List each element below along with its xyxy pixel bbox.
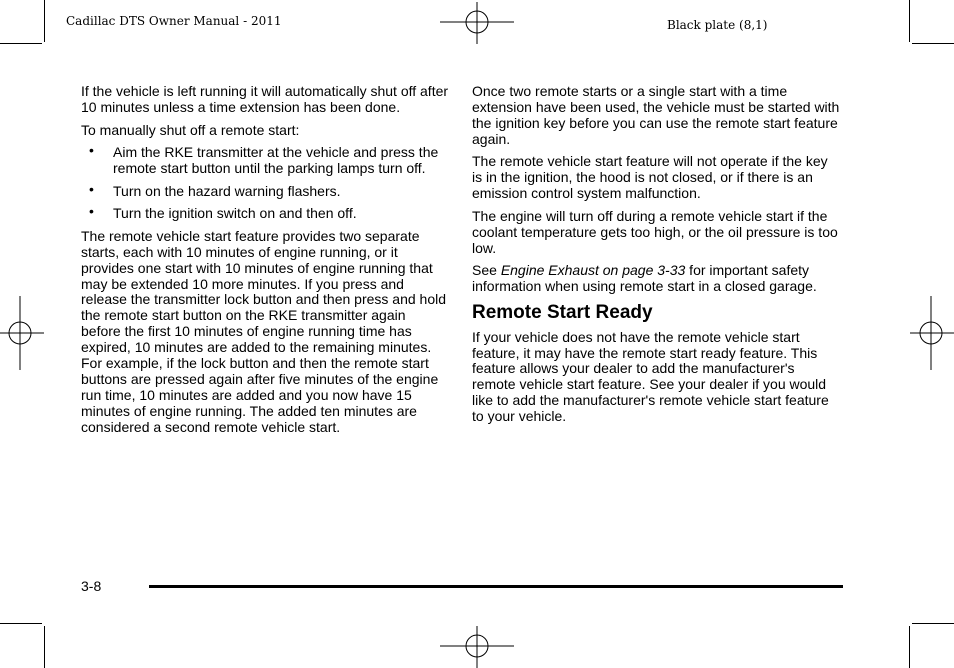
see-suffix: for important safety information when using remote start in a closed garage. bbox=[472, 262, 817, 295]
registration-mark-bottom-icon bbox=[440, 626, 514, 668]
paragraph-see-engine-exhaust bbox=[472, 263, 840, 295]
list-item bbox=[81, 203, 449, 222]
registration-mark-left-icon bbox=[0, 296, 44, 370]
paragraph-start-with-key: Once two remote starts or a single start with a time extension have been used, the vehicle must be started with the ignition key before you can use the remote start feature again. bbox=[472, 83, 840, 147]
crop-mark-top-right-h bbox=[912, 43, 954, 44]
paragraph-manual-shutoff-intro: To manually shut off a remote start: bbox=[81, 121, 300, 138]
left-column bbox=[81, 84, 449, 442]
page-number: 3-8 bbox=[81, 578, 102, 594]
crop-mark-bottom-left-h bbox=[0, 623, 42, 624]
list-item-text: Turn the ignition switch on and then off. bbox=[113, 205, 357, 222]
registration-mark-top-icon bbox=[440, 2, 514, 44]
bullet-icon: • bbox=[89, 180, 94, 197]
paragraph-remote-start-ready: If your vehicle does not have the remote vehicle start feature, it may have the remote start ready feature. This feature allows your dealer to add the manufacturer's remote vehicle start feature. See your dealer if you would like to add the manufacturer's remote vehicle start feature to your vehicle. bbox=[472, 328, 829, 425]
right-column bbox=[472, 84, 840, 432]
paragraph-will-not-operate: The remote vehicle start feature will not operate if the key is in the ignition, the hood is not closed, or if there is an emission control system malfunction. bbox=[472, 153, 828, 202]
crop-mark-bottom-right-v bbox=[909, 626, 910, 668]
footer-rule bbox=[149, 585, 843, 588]
section-heading: Remote Start Ready bbox=[472, 301, 653, 323]
bullet-icon: • bbox=[89, 142, 94, 159]
registration-mark-right-icon bbox=[910, 296, 954, 370]
list-item-text: Aim the RKE transmitter at the vehicle and press the remote start button until the parking lamps turn off. bbox=[113, 144, 439, 176]
crop-mark-bottom-left-v bbox=[44, 626, 45, 668]
header-plate-label: Black plate (8,1) bbox=[667, 18, 768, 32]
bullet-icon: • bbox=[89, 203, 94, 220]
list-item bbox=[81, 142, 449, 177]
paragraph-two-starts: The remote vehicle start feature provides two separate starts, each with 10 minutes of engine running, or it provides one start with 10 minutes of engine running that may be extended 10 more minutes. If you press and release the transmitter lock button and then press and hold the remote start button on the RKE transmitter again before the first 10 minutes of engine running time has expired, 10 minutes are added to the remaining minutes. For example, if the lock button and then the remote start buttons are pressed again after five minutes of the engine run time, 10 minutes are added and you now have 15 minutes of engine running. The added ten minutes are considered a second remote vehicle start. bbox=[81, 227, 446, 435]
see-prefix: See bbox=[472, 262, 501, 279]
header-manual-title: Cadillac DTS Owner Manual - 2011 bbox=[66, 14, 282, 28]
paragraph-auto-shutoff: If the vehicle is left running it will automatically shut off after 10 minutes unless a time extension has been done. bbox=[81, 83, 449, 115]
crop-mark-bottom-right-h bbox=[912, 623, 954, 624]
paragraph-engine-turns-off: The engine will turn off during a remote vehicle start if the coolant temperature gets too high, or the oil pressure is too low. bbox=[472, 207, 838, 256]
list-item-text: Turn on the hazard warning flashers. bbox=[113, 182, 341, 199]
crop-mark-top-left-h bbox=[0, 43, 42, 44]
list-item bbox=[81, 180, 449, 200]
crop-mark-top-right-v bbox=[909, 0, 910, 42]
crop-mark-top-left-v bbox=[44, 0, 45, 42]
engine-exhaust-link[interactable]: Engine Exhaust on page 3‑33 bbox=[500, 262, 686, 279]
